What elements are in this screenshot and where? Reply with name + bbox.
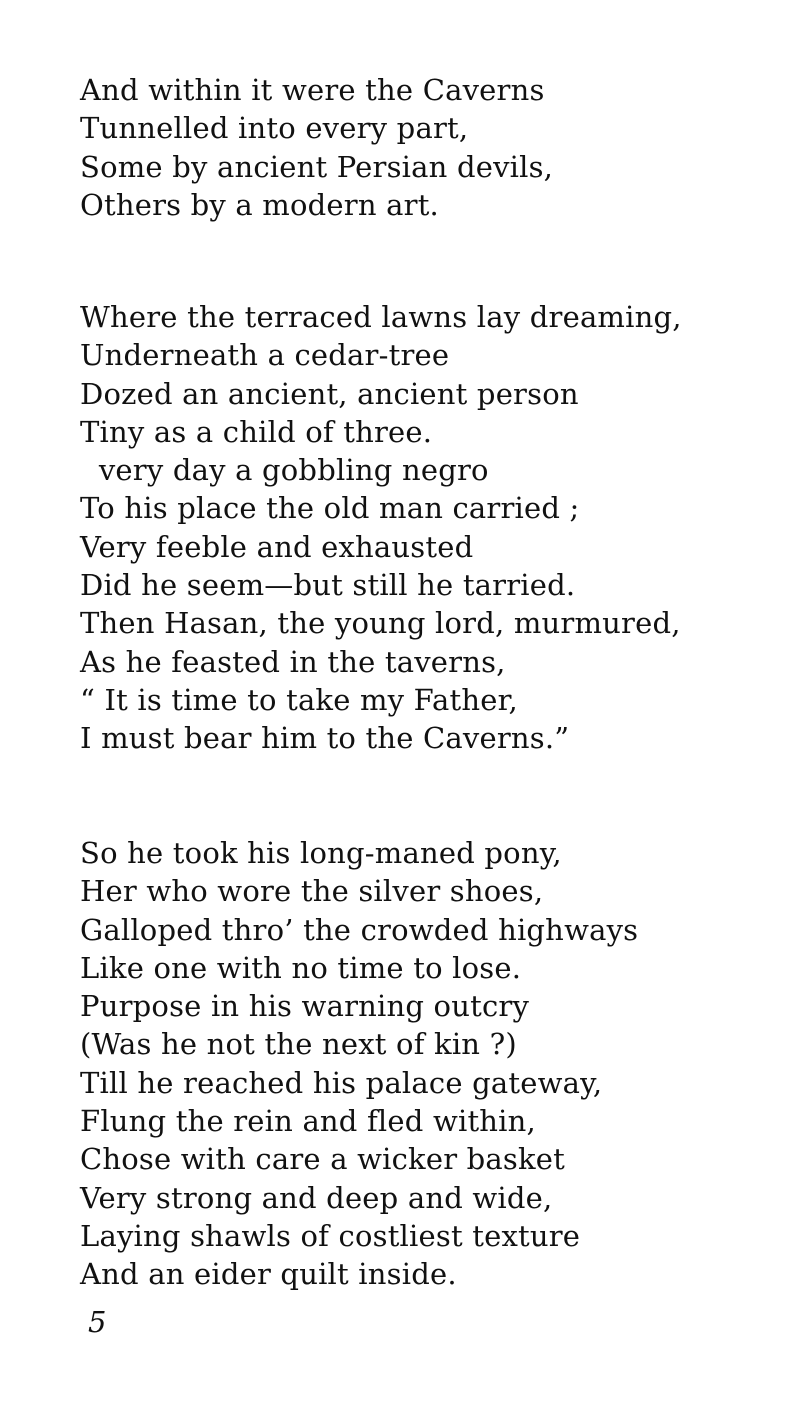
poem-line: Purpose in his warning outcry <box>80 989 530 1024</box>
poem-line: And within it were the Caverns <box>80 73 545 107</box>
stanza-2 <box>80 298 682 758</box>
poem-line: Like one with no time to lose. <box>80 950 522 985</box>
poem-line: Laying shawls of costliest texture <box>80 1218 581 1253</box>
poem-line: Underneath a cedar-tree <box>80 338 450 373</box>
poem-line: Some by ancient Persian devils, <box>80 149 554 184</box>
poem-line: As he feasted in the taverns, <box>80 644 506 679</box>
poem-line: very day a gobbling negro <box>80 453 489 488</box>
poem-line: Very strong and deep and wide, <box>80 1180 553 1215</box>
poem-line: Others by a modern art. <box>80 187 439 222</box>
poem-line: Her who wore the silver shoes, <box>80 874 544 909</box>
stanza-3 <box>80 834 638 1294</box>
poem-line: Did he seem—but still he tarried. <box>80 568 576 603</box>
poem-line: Chose with care a wicker basket <box>80 1142 565 1177</box>
stanza-1 <box>80 71 553 224</box>
poem-line: “ It is time to take my Father, <box>80 682 518 717</box>
poem-line: Very feeble and exhausted <box>80 529 474 564</box>
poem-line: Dozed an ancient, ancient person <box>80 376 579 411</box>
poem-line: (Was he not the next of kin ?) <box>80 1027 517 1062</box>
page-number: 5 <box>88 1305 107 1339</box>
poem-line: Tiny as a child of three. <box>80 414 433 449</box>
poem-line: Then Hasan, the young lord, murmured, <box>80 606 681 641</box>
poem-line: And an eider quilt inside. <box>80 1257 457 1292</box>
poem-line: Where the terraced lawns lay dreaming, <box>80 300 682 334</box>
poem-line: Till he reached his palace gateway, <box>80 1065 603 1100</box>
poem-line: Galloped thro’ the crowded highways <box>80 912 639 947</box>
poem-line: Flung the rein and fled within, <box>80 1104 536 1139</box>
poem-line: To his place the old man carried ; <box>80 491 580 526</box>
poem-line: I must bear him to the Caverns.” <box>80 721 570 756</box>
poem-line: So he took his long-maned pony, <box>80 836 562 870</box>
poem-line: Tunnelled into every part, <box>80 111 469 146</box>
